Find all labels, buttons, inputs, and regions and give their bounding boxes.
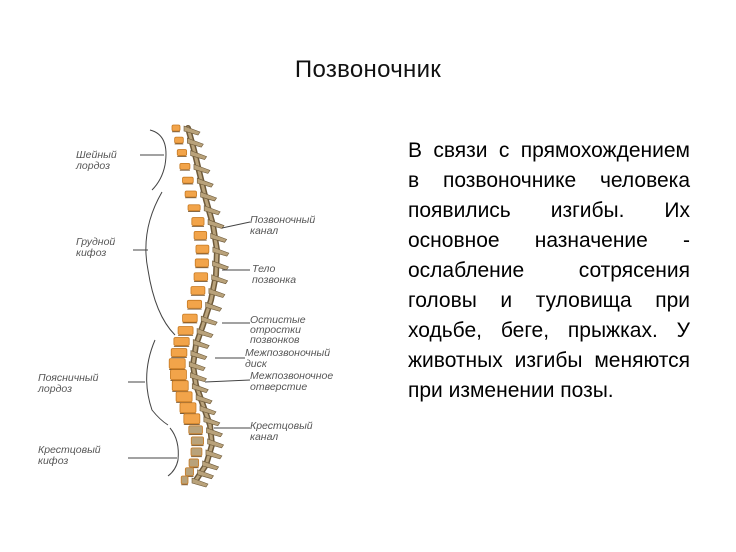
- thoracic-bracket: [146, 192, 175, 335]
- vertebra-body: [180, 403, 196, 413]
- vertebra-body: [188, 205, 200, 211]
- vertebra-body: [191, 448, 202, 456]
- cervical-bracket: [150, 130, 166, 190]
- vertebra-body: [191, 287, 205, 295]
- vertebra-body: [189, 459, 199, 467]
- spine-illustration: [0, 120, 400, 490]
- vertebra-body: [183, 314, 198, 322]
- vertebra-body: [178, 327, 193, 335]
- label-sacral: Крестцовый кифоз: [38, 444, 101, 467]
- label-intervertebral-disc: Межпозвоночный диск: [245, 347, 331, 370]
- sacral-bracket: [168, 428, 178, 476]
- spine-column: [169, 125, 229, 487]
- vertebra-body: [184, 414, 200, 424]
- vertebra-body: [169, 359, 185, 369]
- vertebra-body: [180, 163, 190, 169]
- vertebra-body: [172, 381, 188, 391]
- spine-figure: [0, 120, 400, 490]
- label-spinal-canal: Позвоночный канал: [250, 214, 316, 237]
- label-spinous-processes: Остистые отростки позвонков: [250, 314, 306, 346]
- slide-title: Позвоночник: [294, 56, 442, 83]
- vertebra-body: [182, 177, 193, 183]
- vertebra-body: [191, 437, 203, 445]
- vertebra-body: [187, 300, 201, 308]
- vertebra-body: [176, 392, 192, 402]
- vertebra-body: [175, 137, 184, 143]
- vertebra-body: [196, 245, 209, 253]
- vertebra-body: [189, 426, 203, 434]
- vertebra-body: [174, 338, 189, 346]
- label-thoracic: Грудной кифоз: [76, 236, 116, 259]
- left-brackets: [128, 130, 178, 476]
- label-intervertebral-foramen: Межпозвоночное отверстие: [250, 370, 334, 393]
- vertebra-body: [185, 191, 196, 197]
- label-vertebral-body: Тело позвонка: [252, 263, 297, 286]
- label-lumbar: Поясничный лордоз: [38, 372, 99, 395]
- label-sacral-canal: Крестцовый канал: [250, 420, 313, 443]
- vertebra-body: [194, 273, 208, 281]
- vertebra-body: [185, 468, 193, 476]
- vertebra-body: [170, 370, 186, 380]
- vertebra-body: [192, 218, 204, 226]
- vertebra-body: [177, 150, 186, 156]
- label-cervical: Шейный лордоз: [76, 149, 117, 172]
- vertebra-body: [172, 125, 180, 131]
- vertebra-body: [195, 259, 208, 267]
- vertebra-body: [171, 349, 187, 357]
- slide-body-text: В связи с прямохождением в позвоночнике человека появились изгибы. Их основное назначение - ослабление сотрясения головы и туловища при ходьбе, беге, прыжках. У животных изгибы меняются при изменении позы.: [408, 139, 690, 402]
- vertebra-body: [181, 476, 188, 484]
- lumbar-bracket: [147, 340, 168, 425]
- vertebra-body: [194, 231, 207, 239]
